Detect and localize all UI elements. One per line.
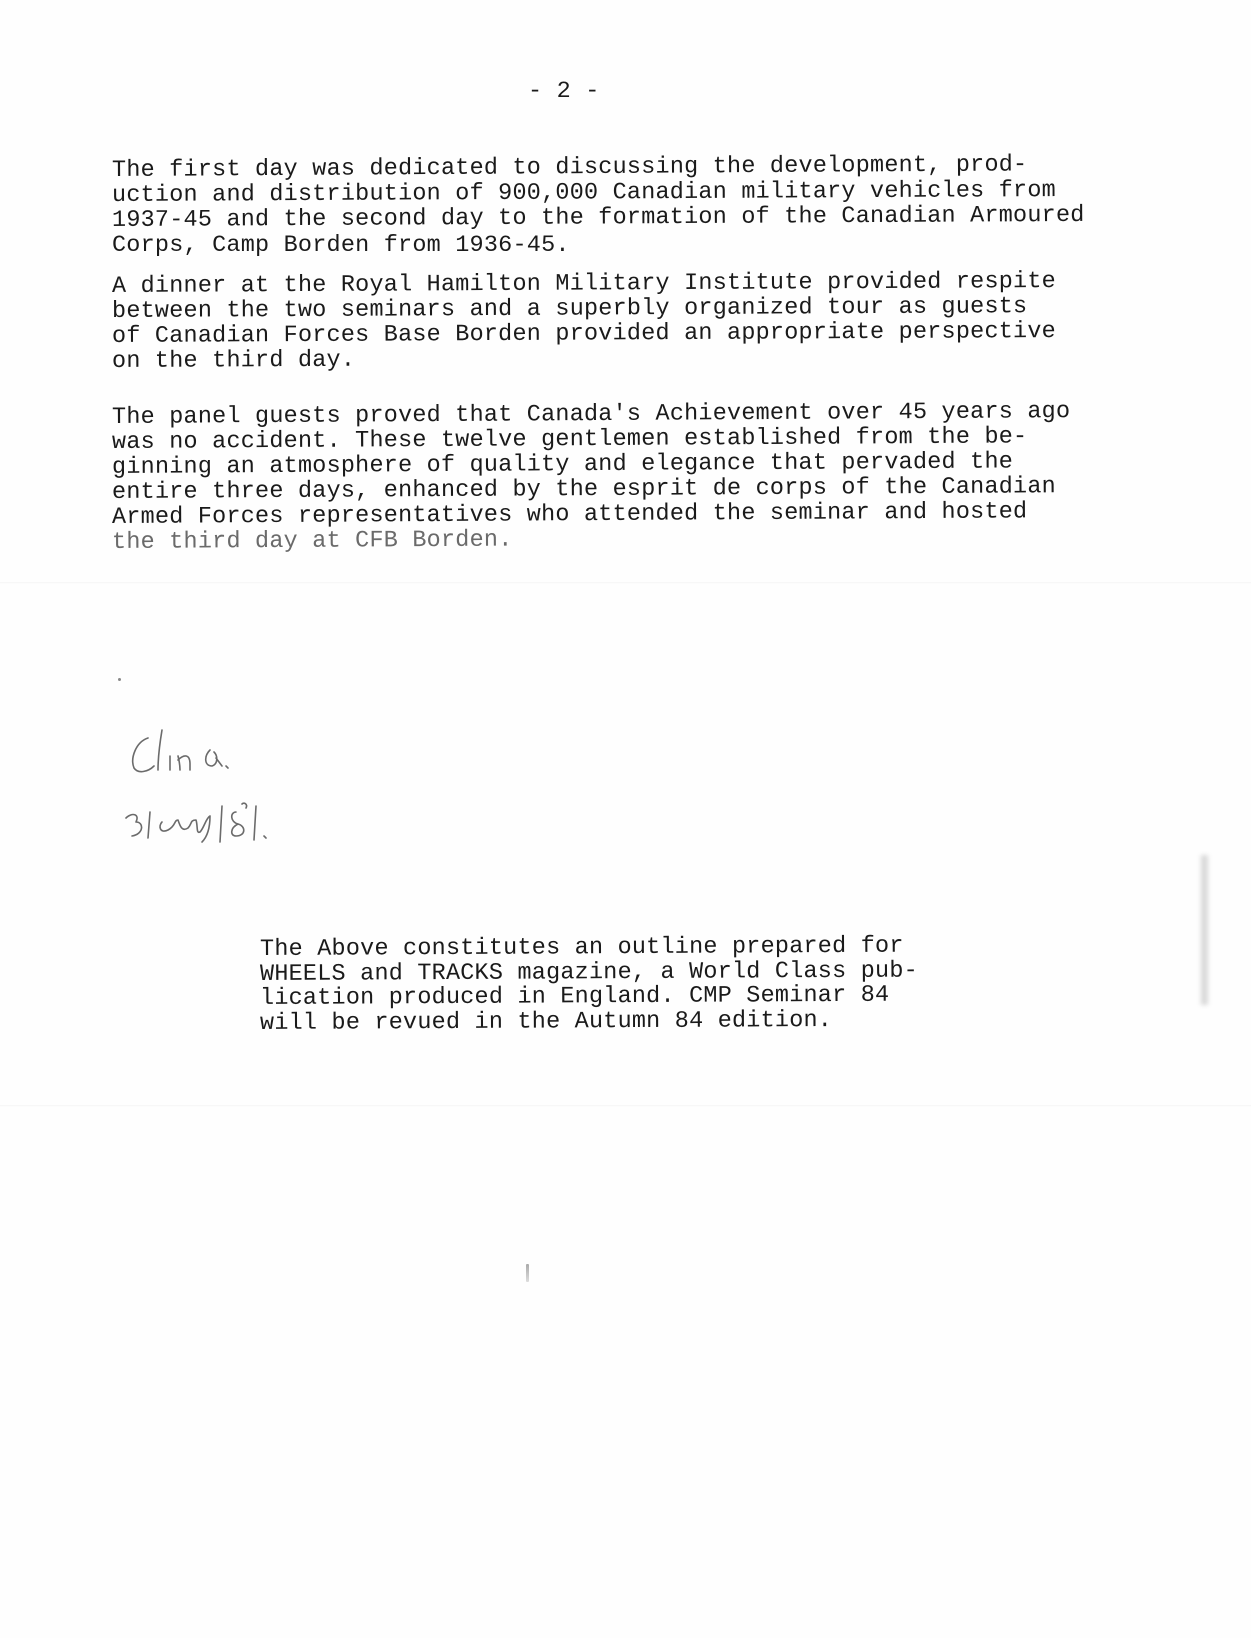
paper-fold-line <box>0 1105 1251 1107</box>
text-line: will be revued in the Autumn 84 edition. <box>259 1006 833 1037</box>
paper-fold-line <box>0 582 1251 584</box>
text-line: was no accident. These twelve gentlemen established from the be- <box>111 423 1028 456</box>
ink-speck <box>118 678 121 681</box>
paragraph-1 <box>111 151 1142 259</box>
text-line: Corps, Camp Borden from 1936-45. <box>112 232 570 259</box>
text-line: between the two seminars and a superbly organized tour as guests <box>111 293 1028 325</box>
scan-edge-shadow <box>1199 855 1209 1005</box>
text-line: on the third day. <box>111 346 356 375</box>
text-line: A dinner at the Royal Hamilton Military Institute provided respite <box>111 268 1057 300</box>
pencil-mark <box>526 1264 529 1282</box>
closing-note <box>259 932 960 1037</box>
text-line: ginning an atmosphere of quality and elegance that pervaded the <box>111 448 1014 481</box>
text-line: uction and distribution of 900,000 Canadian military vehicles from <box>111 177 1057 209</box>
text-line: The first day was dedicated to discussing the development, prod- <box>111 151 1028 184</box>
text-line: lication produced in England. CMP Seminar 84 <box>259 981 890 1012</box>
text-line: Armed Forces representatives who attended the seminar and hosted <box>111 498 1028 531</box>
page-number: - 2 - <box>528 78 600 105</box>
text-line: entire three days, enhanced by the esprit de corps of the Canadian <box>111 473 1057 506</box>
text-line: The Above constitutes an outline prepared for <box>259 932 904 963</box>
text-line: of Canadian Forces Base Borden provided an appropriate perspective <box>111 318 1057 350</box>
handwritten-signature <box>118 726 358 876</box>
paragraph-3 <box>111 398 1142 556</box>
paragraph-2 <box>111 268 1142 375</box>
text-line: WHEELS and TRACKS magazine, a World Class pub- <box>259 957 918 988</box>
text-line: the third day at CFB Borden. <box>111 526 513 556</box>
text-line: 1937-45 and the second day to the formation of the Canadian Armoured <box>111 201 1085 234</box>
text-line: The panel guests proved that Canada's Achievement over 45 years ago <box>111 398 1071 431</box>
